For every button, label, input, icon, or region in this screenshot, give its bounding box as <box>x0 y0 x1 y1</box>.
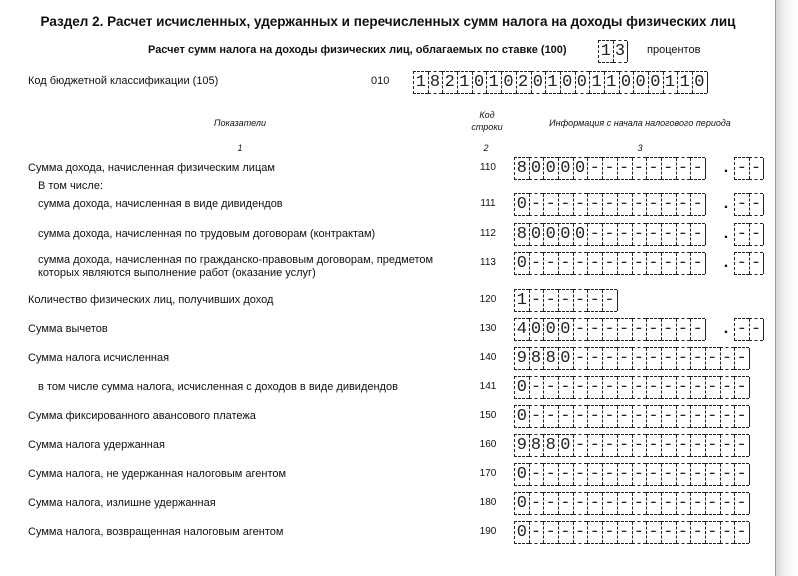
char-cell[interactable]: - <box>529 376 544 399</box>
char-cell[interactable]: 1 <box>545 71 560 94</box>
char-cell[interactable]: - <box>632 405 647 428</box>
char-cell[interactable]: 3 <box>613 40 628 63</box>
char-cell[interactable]: 9 <box>514 347 529 370</box>
char-cell[interactable]: - <box>602 521 617 544</box>
char-cell[interactable]: 0 <box>514 405 529 428</box>
char-cell[interactable]: - <box>690 347 705 370</box>
row-cells-120[interactable] <box>514 289 617 312</box>
row-label-120: Количество физических лиц, получивших доход <box>28 294 274 306</box>
char-cell[interactable]: 8 <box>514 157 529 180</box>
row-label-150: Сумма фиксированного авансового платежа <box>28 410 256 422</box>
char-cell[interactable]: - <box>734 252 749 275</box>
char-cell[interactable]: - <box>602 492 617 515</box>
char-cell[interactable]: - <box>617 223 632 246</box>
char-cell[interactable]: - <box>587 289 602 312</box>
char-cell[interactable]: - <box>720 347 735 370</box>
char-cell[interactable]: - <box>676 318 691 341</box>
row-code-140: 140 <box>479 352 497 363</box>
row-frac-113[interactable] <box>734 252 763 275</box>
char-cell[interactable]: 0 <box>558 318 573 341</box>
row-frac-110[interactable] <box>734 157 763 180</box>
row-cells-170[interactable] <box>514 463 749 486</box>
char-cell[interactable]: - <box>661 521 676 544</box>
char-cell[interactable]: - <box>573 521 588 544</box>
char-cell[interactable]: - <box>661 434 676 457</box>
char-cell[interactable]: 9 <box>514 434 529 457</box>
char-cell[interactable]: - <box>646 252 661 275</box>
char-cell[interactable]: - <box>543 289 558 312</box>
char-cell[interactable]: - <box>676 492 691 515</box>
char-cell[interactable]: - <box>632 223 647 246</box>
char-cell[interactable]: - <box>661 347 676 370</box>
row-code-111: 111 <box>480 198 496 209</box>
char-cell[interactable]: 0 <box>575 71 590 94</box>
char-cell[interactable]: - <box>632 193 647 216</box>
char-cell[interactable]: 0 <box>529 318 544 341</box>
char-cell[interactable]: - <box>646 347 661 370</box>
char-cell[interactable]: 8 <box>529 434 544 457</box>
row-label-190: Сумма налога, возвращенная налоговым агентом <box>28 526 284 538</box>
char-cell[interactable]: - <box>602 376 617 399</box>
row-label-130: Сумма вычетов <box>28 323 108 335</box>
char-cell[interactable]: - <box>661 492 676 515</box>
page-edge-shadow <box>776 0 798 576</box>
char-cell[interactable]: - <box>558 405 573 428</box>
char-cell[interactable]: - <box>676 405 691 428</box>
char-cell[interactable]: 8 <box>514 223 529 246</box>
char-cell[interactable]: - <box>587 492 602 515</box>
row-dot-130: . <box>723 320 729 337</box>
char-cell[interactable]: - <box>529 463 544 486</box>
rate-subtitle: Расчет сумм налога на доходы физических лиц, облагаемых по ставке (100) <box>148 44 567 56</box>
char-cell[interactable]: - <box>602 193 617 216</box>
char-cell[interactable]: - <box>573 376 588 399</box>
char-cell[interactable]: - <box>587 223 602 246</box>
row-label-112: сумма дохода, начисленная по трудовым договорам (контрактам) <box>38 228 376 240</box>
char-cell[interactable]: 1 <box>514 289 529 312</box>
char-cell[interactable]: - <box>543 405 558 428</box>
char-cell[interactable]: - <box>646 434 661 457</box>
char-cell[interactable]: 8 <box>543 434 558 457</box>
char-cell[interactable]: - <box>661 252 676 275</box>
char-cell[interactable]: - <box>573 289 588 312</box>
char-cell[interactable]: 0 <box>531 71 546 94</box>
row-code-120: 120 <box>479 294 497 305</box>
char-cell[interactable]: 0 <box>619 71 634 94</box>
char-cell[interactable]: - <box>690 463 705 486</box>
char-cell[interactable]: - <box>734 376 749 399</box>
row-code-113: 113 <box>480 257 496 268</box>
char-cell[interactable]: - <box>632 434 647 457</box>
char-cell[interactable]: - <box>558 463 573 486</box>
char-cell[interactable]: - <box>587 463 602 486</box>
row-frac-111[interactable] <box>734 193 763 216</box>
row-dot-110: . <box>723 159 729 176</box>
header-num-3: 3 <box>637 143 643 153</box>
char-cell[interactable]: - <box>617 521 632 544</box>
row-label-110: Сумма дохода, начисленная физическим лицам <box>28 162 275 174</box>
char-cell[interactable]: 0 <box>472 71 487 94</box>
char-cell[interactable]: 0 <box>633 71 648 94</box>
row-cells-113[interactable] <box>514 252 705 275</box>
row-cells-160[interactable] <box>514 434 749 457</box>
char-cell[interactable]: - <box>632 252 647 275</box>
char-cell[interactable]: - <box>720 492 735 515</box>
char-cell[interactable]: 2 <box>442 71 457 94</box>
char-cell[interactable]: - <box>646 463 661 486</box>
kbk-line-code: 010 <box>371 75 390 87</box>
char-cell[interactable]: - <box>676 521 691 544</box>
row-dot-112: . <box>723 225 729 242</box>
char-cell[interactable]: 1 <box>413 71 428 94</box>
char-cell[interactable]: - <box>573 318 588 341</box>
char-cell[interactable]: - <box>587 521 602 544</box>
char-cell[interactable]: - <box>749 193 764 216</box>
row-dot-111: . <box>723 195 729 212</box>
char-cell[interactable]: 0 <box>558 223 573 246</box>
char-cell[interactable]: - <box>602 434 617 457</box>
in-that-label: В том числе: <box>38 180 104 192</box>
char-cell[interactable]: - <box>661 193 676 216</box>
char-cell[interactable]: 8 <box>428 71 443 94</box>
char-cell[interactable]: 2 <box>516 71 531 94</box>
char-cell[interactable]: - <box>558 521 573 544</box>
row-cells-141[interactable] <box>514 376 749 399</box>
char-cell[interactable]: 1 <box>663 71 678 94</box>
row-label-141: в том числе сумма налога, исчисленная с доходов в виде дивидендов <box>38 381 398 393</box>
row-cells-110[interactable] <box>514 157 705 180</box>
row-cells-180[interactable] <box>514 492 749 515</box>
char-cell[interactable]: 0 <box>543 318 558 341</box>
char-cell[interactable]: 1 <box>486 71 501 94</box>
char-cell[interactable]: - <box>587 252 602 275</box>
char-cell[interactable]: - <box>558 492 573 515</box>
char-cell[interactable]: 8 <box>529 347 544 370</box>
char-cell[interactable]: 0 <box>558 157 573 180</box>
char-cell[interactable]: - <box>646 318 661 341</box>
char-cell[interactable]: - <box>676 434 691 457</box>
char-cell[interactable]: - <box>632 463 647 486</box>
row-frac-112[interactable] <box>734 223 763 246</box>
char-cell[interactable]: - <box>690 492 705 515</box>
header-info: Информация с начала налогового периода <box>549 118 731 128</box>
char-cell[interactable]: - <box>558 252 573 275</box>
char-cell[interactable]: - <box>617 193 632 216</box>
char-cell[interactable]: 8 <box>543 347 558 370</box>
row-code-190: 190 <box>479 526 497 537</box>
char-cell[interactable]: 0 <box>514 492 529 515</box>
char-cell[interactable]: - <box>646 492 661 515</box>
char-cell[interactable]: - <box>705 463 720 486</box>
char-cell[interactable]: 0 <box>514 463 529 486</box>
char-cell[interactable]: - <box>734 193 749 216</box>
char-cell[interactable]: - <box>690 405 705 428</box>
char-cell[interactable]: - <box>690 252 705 275</box>
char-cell[interactable]: - <box>573 434 588 457</box>
char-cell[interactable]: - <box>543 521 558 544</box>
row-code-170: 170 <box>479 468 497 479</box>
char-cell[interactable]: - <box>558 376 573 399</box>
char-cell[interactable]: - <box>661 463 676 486</box>
char-cell[interactable]: 0 <box>529 223 544 246</box>
kbk-label: Код бюджетной классификации (105) <box>28 75 219 87</box>
row-cells-140[interactable] <box>514 347 749 370</box>
char-cell[interactable]: 0 <box>648 71 663 94</box>
char-cell[interactable]: - <box>573 463 588 486</box>
char-cell[interactable]: - <box>529 252 544 275</box>
char-cell[interactable]: - <box>602 347 617 370</box>
row-code-160: 160 <box>479 439 497 450</box>
char-cell[interactable]: - <box>646 193 661 216</box>
char-cell[interactable]: - <box>690 223 705 246</box>
char-cell[interactable]: - <box>690 157 705 180</box>
char-cell[interactable]: - <box>720 463 735 486</box>
char-cell[interactable]: - <box>676 376 691 399</box>
char-cell[interactable]: - <box>705 434 720 457</box>
char-cell[interactable]: 0 <box>514 376 529 399</box>
char-cell[interactable]: 4 <box>514 318 529 341</box>
char-cell[interactable]: - <box>734 434 749 457</box>
char-cell[interactable]: - <box>558 193 573 216</box>
char-cell[interactable]: - <box>734 463 749 486</box>
char-cell[interactable]: - <box>573 252 588 275</box>
char-cell[interactable]: - <box>734 521 749 544</box>
char-cell[interactable]: - <box>734 492 749 515</box>
row-cells-190[interactable] <box>514 521 749 544</box>
char-cell[interactable]: - <box>646 405 661 428</box>
row-cells-130[interactable] <box>514 318 705 341</box>
header-indicators: Показатели <box>214 118 266 128</box>
char-cell[interactable]: 0 <box>558 434 573 457</box>
char-cell[interactable]: - <box>558 289 573 312</box>
char-cell[interactable]: - <box>543 252 558 275</box>
char-cell[interactable]: - <box>617 157 632 180</box>
char-cell[interactable]: - <box>602 157 617 180</box>
char-cell[interactable]: 0 <box>514 252 529 275</box>
char-cell[interactable]: - <box>573 193 588 216</box>
char-cell[interactable]: - <box>543 376 558 399</box>
char-cell[interactable]: - <box>529 521 544 544</box>
char-cell[interactable]: - <box>543 492 558 515</box>
row-code-112: 112 <box>480 228 496 239</box>
char-cell[interactable]: - <box>602 318 617 341</box>
char-cell[interactable]: - <box>543 463 558 486</box>
char-cell[interactable]: - <box>529 492 544 515</box>
char-cell[interactable]: - <box>705 347 720 370</box>
char-cell[interactable]: - <box>676 463 691 486</box>
char-cell[interactable]: - <box>720 521 735 544</box>
header-line-code-2: строки <box>471 122 503 132</box>
char-cell[interactable]: - <box>602 252 617 275</box>
char-cell[interactable]: - <box>720 405 735 428</box>
row-code-180: 180 <box>479 497 497 508</box>
char-cell[interactable]: - <box>602 289 617 312</box>
char-cell[interactable]: 0 <box>501 71 516 94</box>
row-cells-150[interactable] <box>514 405 749 428</box>
char-cell[interactable]: - <box>587 376 602 399</box>
char-cell[interactable]: - <box>661 157 676 180</box>
char-cell[interactable]: - <box>632 318 647 341</box>
char-cell[interactable]: 0 <box>543 223 558 246</box>
rate-suffix: процентов <box>647 44 701 56</box>
char-cell[interactable]: 1 <box>598 40 613 63</box>
char-cell[interactable]: - <box>676 193 691 216</box>
char-cell[interactable]: - <box>734 318 749 341</box>
char-cell[interactable]: 1 <box>457 71 472 94</box>
char-cell[interactable]: - <box>587 347 602 370</box>
char-cell[interactable]: - <box>646 223 661 246</box>
char-cell[interactable]: - <box>529 289 544 312</box>
char-cell[interactable]: - <box>705 376 720 399</box>
char-cell[interactable]: - <box>734 405 749 428</box>
char-cell[interactable]: - <box>690 521 705 544</box>
char-cell[interactable]: - <box>705 521 720 544</box>
char-cell[interactable]: - <box>602 463 617 486</box>
row-dot-113: . <box>723 254 729 271</box>
char-cell[interactable]: - <box>705 492 720 515</box>
row-label-160: Сумма налога удержанная <box>28 439 165 451</box>
char-cell[interactable]: 1 <box>589 71 604 94</box>
char-cell[interactable]: - <box>617 318 632 341</box>
char-cell[interactable]: 0 <box>543 157 558 180</box>
row-code-130: 130 <box>479 323 497 334</box>
char-cell[interactable]: 0 <box>573 223 588 246</box>
header-line-code <box>462 109 512 133</box>
char-cell[interactable]: - <box>602 223 617 246</box>
char-cell[interactable]: - <box>587 318 602 341</box>
char-cell[interactable]: - <box>661 376 676 399</box>
char-cell[interactable]: 0 <box>692 71 707 94</box>
row-label-170: Сумма налога, не удержанная налоговым агентом <box>28 468 287 480</box>
char-cell[interactable]: - <box>646 157 661 180</box>
char-cell[interactable]: - <box>632 347 647 370</box>
char-cell[interactable]: - <box>573 492 588 515</box>
char-cell[interactable]: - <box>632 521 647 544</box>
char-cell[interactable]: - <box>661 405 676 428</box>
char-cell[interactable]: - <box>632 376 647 399</box>
char-cell[interactable]: - <box>529 405 544 428</box>
char-cell[interactable]: - <box>705 405 720 428</box>
char-cell[interactable]: - <box>690 193 705 216</box>
char-cell[interactable]: - <box>573 347 588 370</box>
char-cell[interactable]: - <box>734 157 749 180</box>
char-cell[interactable]: - <box>749 318 764 341</box>
char-cell[interactable]: - <box>749 223 764 246</box>
char-cell[interactable]: - <box>676 347 691 370</box>
char-cell[interactable]: 0 <box>560 71 575 94</box>
rate-cells[interactable] <box>598 40 627 63</box>
char-cell[interactable]: - <box>587 405 602 428</box>
char-cell[interactable]: - <box>734 223 749 246</box>
row-code-110: 110 <box>480 162 496 173</box>
row-label-113 <box>38 254 433 280</box>
row-label-180: Сумма налога, излишне удержанная <box>28 497 216 509</box>
char-cell[interactable]: - <box>617 405 632 428</box>
row-label-113-line2: которых являются выполнение работ (оказание услуг) <box>38 267 316 279</box>
char-cell[interactable]: - <box>632 157 647 180</box>
row-label-113-line1: сумма дохода, начисленная по гражданско-правовым договорам, предметом <box>38 254 434 266</box>
char-cell[interactable]: - <box>617 252 632 275</box>
char-cell[interactable]: - <box>690 376 705 399</box>
char-cell[interactable]: - <box>602 405 617 428</box>
char-cell[interactable]: - <box>720 434 735 457</box>
char-cell[interactable]: - <box>617 347 632 370</box>
header-line-code-1: Код <box>479 110 495 120</box>
header-num-1: 1 <box>237 143 243 153</box>
row-code-150: 150 <box>479 410 497 421</box>
char-cell[interactable]: - <box>543 193 558 216</box>
row-frac-130[interactable] <box>734 318 763 341</box>
char-cell[interactable]: - <box>661 318 676 341</box>
section-title: Раздел 2. Расчет исчисленных, удержанных и перечисленных сумм налога на доходы физических лиц <box>40 14 736 29</box>
char-cell[interactable]: 1 <box>604 71 619 94</box>
header-num-2: 2 <box>483 143 489 153</box>
char-cell[interactable]: - <box>646 521 661 544</box>
char-cell[interactable]: - <box>587 157 602 180</box>
char-cell[interactable]: - <box>529 193 544 216</box>
char-cell[interactable]: 0 <box>514 193 529 216</box>
char-cell[interactable]: - <box>617 463 632 486</box>
row-cells-111[interactable] <box>514 193 705 216</box>
char-cell[interactable]: 0 <box>573 157 588 180</box>
char-cell[interactable]: - <box>749 252 764 275</box>
char-cell[interactable]: - <box>676 223 691 246</box>
char-cell[interactable]: - <box>573 405 588 428</box>
char-cell[interactable]: - <box>720 376 735 399</box>
char-cell[interactable]: - <box>676 252 691 275</box>
char-cell[interactable]: 1 <box>677 71 692 94</box>
char-cell[interactable]: 0 <box>558 347 573 370</box>
char-cell[interactable]: - <box>587 193 602 216</box>
row-code-141: 141 <box>479 381 497 392</box>
char-cell[interactable]: - <box>690 434 705 457</box>
char-cell[interactable]: 0 <box>529 157 544 180</box>
char-cell[interactable]: - <box>661 223 676 246</box>
char-cell[interactable]: 0 <box>514 521 529 544</box>
char-cell[interactable]: - <box>676 157 691 180</box>
char-cell[interactable]: - <box>646 376 661 399</box>
char-cell[interactable]: - <box>587 434 602 457</box>
kbk-cells[interactable] <box>413 71 707 94</box>
row-cells-112[interactable] <box>514 223 705 246</box>
char-cell[interactable]: - <box>617 492 632 515</box>
char-cell[interactable]: - <box>734 347 749 370</box>
char-cell[interactable]: - <box>690 318 705 341</box>
row-label-111: сумма дохода, начисленная в виде дивидендов <box>38 198 283 210</box>
char-cell[interactable]: - <box>632 492 647 515</box>
char-cell[interactable]: - <box>749 157 764 180</box>
char-cell[interactable]: - <box>617 376 632 399</box>
char-cell[interactable]: - <box>617 434 632 457</box>
row-label-140: Сумма налога исчисленная <box>28 352 170 364</box>
